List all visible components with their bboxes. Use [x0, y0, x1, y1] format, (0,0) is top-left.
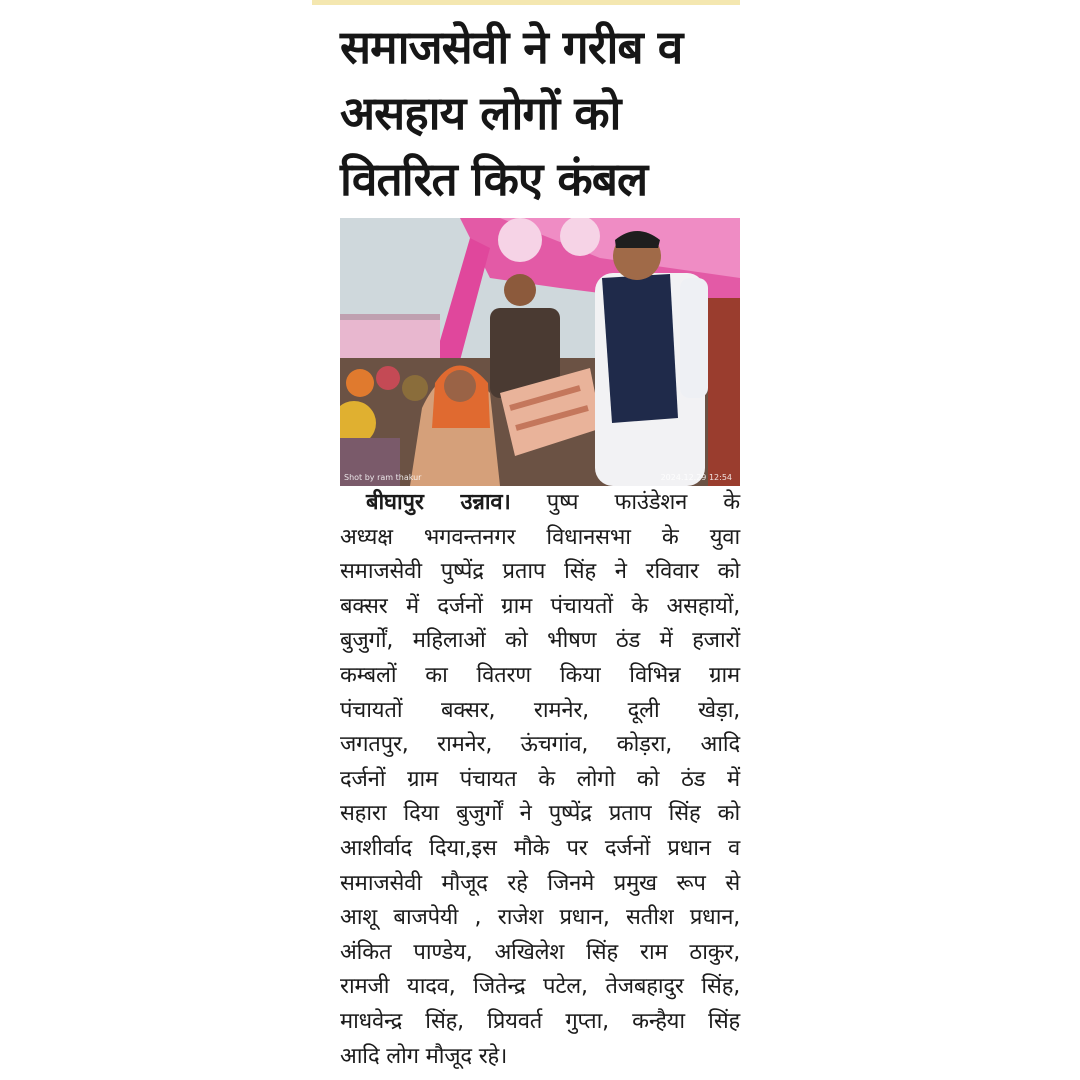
article-line: सहारा दिया बुजुर्गों ने पुष्पेंद्र प्रताप सिंह को: [340, 801, 740, 827]
article-line: रामजी यादव, जितेन्द्र पटेल, तेजबहादुर सिंह,: [340, 974, 740, 1000]
article-line-text: पुष्प फाउंडेशन के: [546, 490, 740, 515]
article-line: पंचायतों बक्सर, रामनेर, दूली खेड़ा,: [340, 697, 740, 723]
headline: [340, 14, 740, 212]
photo-timestamp: 2024.12.29 12:54: [660, 473, 732, 482]
news-photo: [340, 218, 740, 486]
article-line: अंकित पाण्डेय, अखिलेश सिंह राम ठाकुर,: [340, 939, 740, 965]
article-line: आशीर्वाद दिया,इस मौके पर दर्जनों प्रधान व: [340, 835, 740, 861]
article-line: कम्बलों का वितरण किया विभिन्न ग्राम: [340, 662, 740, 688]
headline-line: असहाय लोगों को: [340, 86, 621, 140]
article-line: समाजसेवी पुष्पेंद्र प्रताप सिंह ने रविवार को: [340, 559, 740, 585]
dateline: बीघापुर उन्नाव।: [366, 490, 511, 515]
article-line: आशू बाजपेयी , राजेश प्रधान, सतीश प्रधान,: [340, 905, 740, 931]
top-color-strip: [312, 0, 740, 5]
news-article: [340, 14, 740, 1080]
article-line: [340, 486, 740, 521]
photo-credit: Shot by ram thakur: [344, 473, 422, 482]
article-line: माधवेन्द्र सिंह, प्रियवर्त गुप्ता, कन्हैया सिंह: [340, 1008, 740, 1034]
article-line: दर्जनों ग्राम पंचायत के लोगो को ठंड में: [340, 766, 740, 792]
article-line: बक्सर में दर्जनों ग्राम पंचायतों के असहायों,: [340, 593, 740, 619]
headline-line: वितरित किए कंबल: [340, 152, 648, 206]
article-line: बुजुर्गों, महिलाओं को भीषण ठंड में हजारों: [340, 628, 740, 654]
photo-illustration: [340, 218, 740, 486]
article-body: [340, 486, 740, 1074]
headline-line: समाजसेवी ने गरीब व: [340, 20, 683, 74]
article-line: समाजसेवी मौजूद रहे जिनमे प्रमुख रूप से: [340, 870, 740, 896]
article-line: अध्यक्ष भगवन्तनगर विधानसभा के युवा: [340, 524, 740, 550]
article-line: आदि लोग मौजूद रहे।: [340, 1043, 508, 1069]
article-line: जगतपुर, रामनेर, ऊंचगांव, कोड़रा, आदि: [340, 732, 740, 758]
